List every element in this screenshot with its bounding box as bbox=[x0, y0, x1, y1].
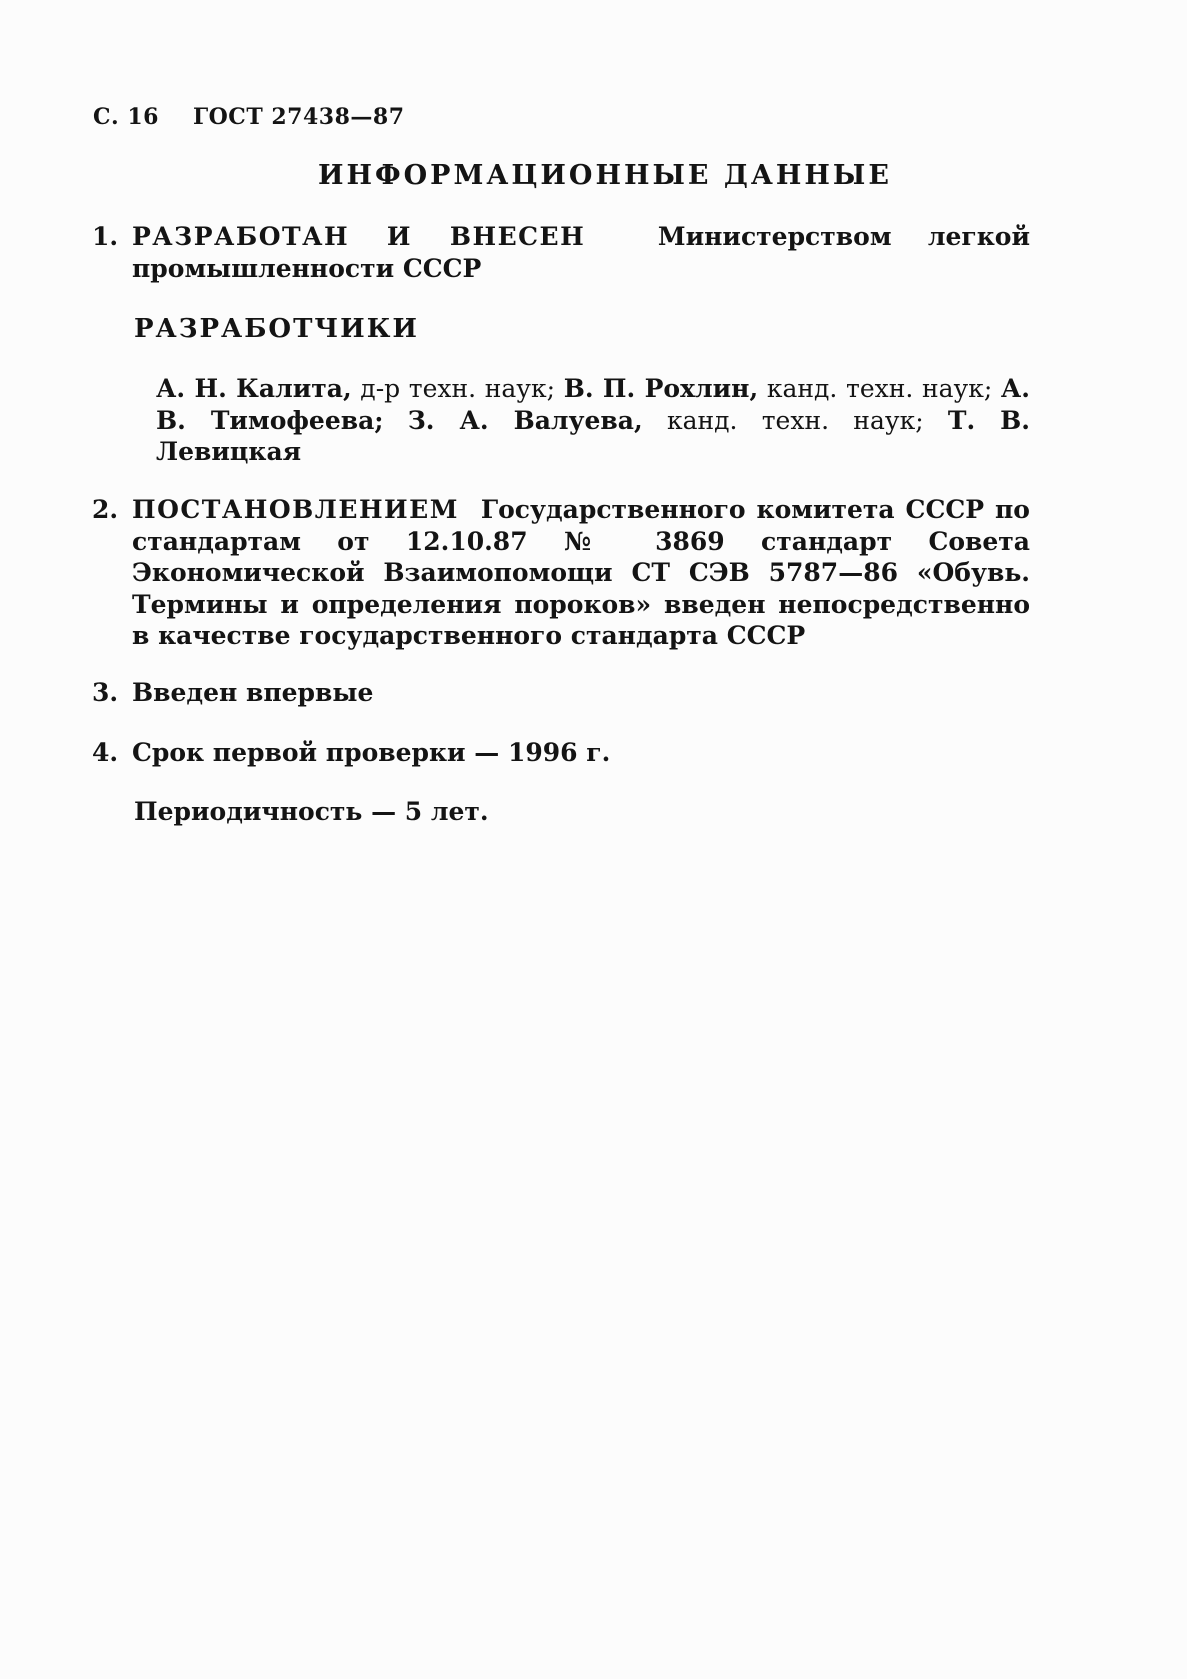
list-item-1 bbox=[92, 221, 1030, 284]
item-number: 1. bbox=[92, 222, 119, 251]
developers-heading: РАЗРАБОТЧИКИ bbox=[134, 314, 419, 344]
item-number: 2. bbox=[92, 495, 119, 524]
item-lead: ПОСТАНОВЛЕНИЕМ bbox=[132, 495, 459, 524]
developer-name: З. А. Валуева, bbox=[407, 405, 643, 435]
item-text: Введен впервые bbox=[132, 678, 374, 707]
item-text: Министерством легкой промышленности СССР bbox=[132, 222, 1030, 283]
page-header bbox=[93, 104, 405, 130]
item-number: 4. bbox=[92, 738, 119, 767]
developer-degree: канд. техн. наук; bbox=[758, 374, 1001, 403]
developer-degree bbox=[384, 406, 408, 435]
developer-name: Т. В. Левицкая bbox=[156, 405, 1031, 466]
item-text: Срок первой проверки — 1996 г. bbox=[132, 738, 611, 767]
developer-name: В. П. Рохлин, bbox=[563, 374, 759, 403]
item-text: Государственного комитета СССР по стандартам от 12.10.87 № 3869 стандарт Совета Экономической Взаимопомощи СТ СЭВ 5787—86 «Обувь. Термины и определения пороков» введен непосредственно в качестве государственного стандарта СССР bbox=[132, 495, 1030, 650]
page-title: ИНФОРМАЦИОННЫЕ ДАННЫЕ bbox=[318, 160, 892, 191]
item-lead: РАЗРАБОТАН И ВНЕСЕН bbox=[132, 222, 586, 251]
periodicity-line: Периодичность — 5 лет. bbox=[134, 797, 489, 826]
developer-name: А. Н. Калита, bbox=[156, 374, 352, 403]
developer-degree: канд. техн. наук; bbox=[642, 405, 948, 435]
developer-degree: д-р техн. наук; bbox=[351, 374, 564, 403]
developers-list bbox=[156, 373, 1030, 468]
list-item-2 bbox=[92, 494, 1030, 652]
list-item-4 bbox=[92, 737, 1030, 769]
item-number: 3. bbox=[92, 678, 119, 707]
page-number: С. 16 bbox=[93, 104, 159, 130]
standard-code: ГОСТ 27438—87 bbox=[192, 104, 405, 130]
developer-name: А. В. Тимофеева; bbox=[156, 374, 1030, 435]
list-item-3 bbox=[92, 677, 1030, 709]
